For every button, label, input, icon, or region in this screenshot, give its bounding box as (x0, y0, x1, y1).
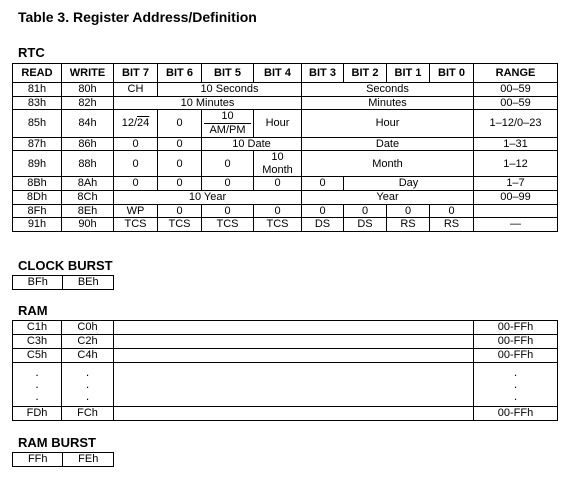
header-cell: READ (13, 64, 62, 83)
read-address: C5h (13, 349, 62, 363)
bit-cell: TCS (114, 218, 158, 232)
table-row (13, 335, 558, 349)
read-address: 83h (13, 96, 62, 110)
range-cell: 00-FFh (474, 321, 558, 335)
bit-cell: 0 (344, 204, 387, 218)
read-address: 89h (13, 151, 62, 177)
bit-cell: TCS (254, 218, 302, 232)
header-cell: BIT 3 (302, 64, 344, 83)
data-cell (114, 407, 474, 421)
bit-cell: 0 (158, 110, 202, 137)
ellipsis-cell: . . . (13, 363, 62, 407)
table-title: Table 3. Register Address/Definition (18, 9, 257, 25)
table-row (13, 276, 114, 290)
table-row (13, 151, 558, 177)
write-address: C0h (62, 321, 114, 335)
bit-cell: 0 (202, 151, 254, 177)
read-address: 8Bh (13, 177, 62, 191)
ellipsis-row (13, 363, 558, 407)
bit-cell: 0 (430, 204, 474, 218)
bit-cell: RS (387, 218, 430, 232)
bit-cell: 0 (302, 204, 344, 218)
field-desc: Year (302, 191, 474, 205)
field-desc: Day (344, 177, 474, 191)
read-address: FFh (13, 453, 63, 467)
header-cell: BIT 5 (202, 64, 254, 83)
table-row (13, 83, 558, 97)
clock-burst-heading: CLOCK BURST (18, 258, 113, 273)
bit-cell: 0 (158, 137, 202, 151)
write-address: 80h (62, 83, 114, 97)
write-address: 84h (62, 110, 114, 137)
bit-cell: 0 (114, 137, 158, 151)
data-cell (114, 335, 474, 349)
field-desc: Minutes (302, 96, 474, 110)
ram-burst-table (12, 452, 114, 467)
range-cell: 1–7 (474, 177, 558, 191)
data-cell (114, 363, 474, 407)
ellipsis-cell: . . . (62, 363, 114, 407)
field-desc: Date (302, 137, 474, 151)
bit-cell: TCS (202, 218, 254, 232)
header-cell: BIT 2 (344, 64, 387, 83)
range-cell: 00–99 (474, 191, 558, 205)
ram-register-table (12, 320, 558, 421)
range-cell (474, 204, 558, 218)
ram-burst-heading: RAM BURST (18, 435, 96, 450)
write-address: 86h (62, 137, 114, 151)
table-row (13, 407, 558, 421)
bit-cell: 0 (254, 204, 302, 218)
table-header-row (13, 64, 558, 83)
header-cell: BIT 4 (254, 64, 302, 83)
bit-cell: WP (114, 204, 158, 218)
table-row (13, 349, 558, 363)
range-cell: 00-FFh (474, 407, 558, 421)
ellipsis-cell: . . . (474, 363, 558, 407)
bit-text: 10 (204, 110, 251, 124)
range-cell: 00–59 (474, 96, 558, 110)
data-cell (114, 321, 474, 335)
header-cell: BIT 0 (430, 64, 474, 83)
table-row (13, 453, 114, 467)
bit-cell: 0 (158, 177, 202, 191)
rtc-heading: RTC (18, 45, 45, 60)
ram-heading: RAM (18, 303, 48, 318)
range-cell: — (474, 218, 558, 232)
read-address: 8Fh (13, 204, 62, 218)
bit-text: 10 (271, 151, 284, 164)
write-address: 90h (62, 218, 114, 232)
range-cell: 00-FFh (474, 335, 558, 349)
bit-cell (202, 110, 254, 137)
field-desc: 10 Year (114, 191, 302, 205)
write-address: C2h (62, 335, 114, 349)
range-cell: 1–31 (474, 137, 558, 151)
bit-cell: CH (114, 83, 158, 97)
bit-cell: 0 (114, 177, 158, 191)
clock-burst-table (12, 275, 114, 290)
write-address: 88h (62, 151, 114, 177)
read-address: 8Dh (13, 191, 62, 205)
read-address: C1h (13, 321, 62, 335)
bit-cell: Hour (254, 110, 302, 137)
bit-cell (114, 110, 158, 137)
write-address: 8Ah (62, 177, 114, 191)
read-address: FDh (13, 407, 62, 421)
table-row (13, 218, 558, 232)
field-desc: 10 Date (202, 137, 302, 151)
bit-cell: 0 (302, 177, 344, 191)
field-desc: 10 Seconds (158, 83, 302, 97)
write-address: BEh (63, 276, 114, 290)
write-address: 8Eh (62, 204, 114, 218)
field-desc: Seconds (302, 83, 474, 97)
field-desc: 10 Minutes (114, 96, 302, 110)
bit-cell: 0 (158, 204, 202, 218)
bit-cell: DS (344, 218, 387, 232)
bit-text: 24 (137, 117, 150, 130)
write-address: FCh (62, 407, 114, 421)
read-address: 85h (13, 110, 62, 137)
bit-cell: RS (430, 218, 474, 232)
header-cell: BIT 7 (114, 64, 158, 83)
bit-cell: 0 (254, 177, 302, 191)
range-cell: 00–59 (474, 83, 558, 97)
read-address: 87h (13, 137, 62, 151)
range-cell: 1–12 (474, 151, 558, 177)
bit-cell: 0 (202, 177, 254, 191)
table-row (13, 110, 558, 137)
header-cell: BIT 6 (158, 64, 202, 83)
bit-cell: 0 (114, 151, 158, 177)
write-address: FEh (63, 453, 114, 467)
bit-cell: DS (302, 218, 344, 232)
header-cell: RANGE (474, 64, 558, 83)
bit-cell (254, 151, 302, 177)
field-desc: Month (302, 151, 474, 177)
read-address: BFh (13, 276, 63, 290)
header-cell: BIT 1 (387, 64, 430, 83)
table-row (13, 177, 558, 191)
data-cell (114, 349, 474, 363)
header-cell: WRITE (62, 64, 114, 83)
bit-text: AM/PM (209, 123, 246, 136)
rtc-register-table (12, 63, 558, 232)
bit-cell: 0 (387, 204, 430, 218)
read-address: 91h (13, 218, 62, 232)
write-address: C4h (62, 349, 114, 363)
write-address: 8Ch (62, 191, 114, 205)
read-address: C3h (13, 335, 62, 349)
table-row (13, 137, 558, 151)
table-row (13, 191, 558, 205)
bit-text: 12/ (121, 117, 138, 130)
range-cell: 00-FFh (474, 349, 558, 363)
write-address: 82h (62, 96, 114, 110)
table-row (13, 321, 558, 335)
bit-cell: TCS (158, 218, 202, 232)
table-row (13, 204, 558, 218)
table-row (13, 96, 558, 110)
range-cell: 1–12/0–23 (474, 110, 558, 137)
field-desc: Hour (302, 110, 474, 137)
bit-text: Month (262, 163, 293, 176)
bit-cell: 0 (158, 151, 202, 177)
read-address: 81h (13, 83, 62, 97)
bit-cell: 0 (202, 204, 254, 218)
